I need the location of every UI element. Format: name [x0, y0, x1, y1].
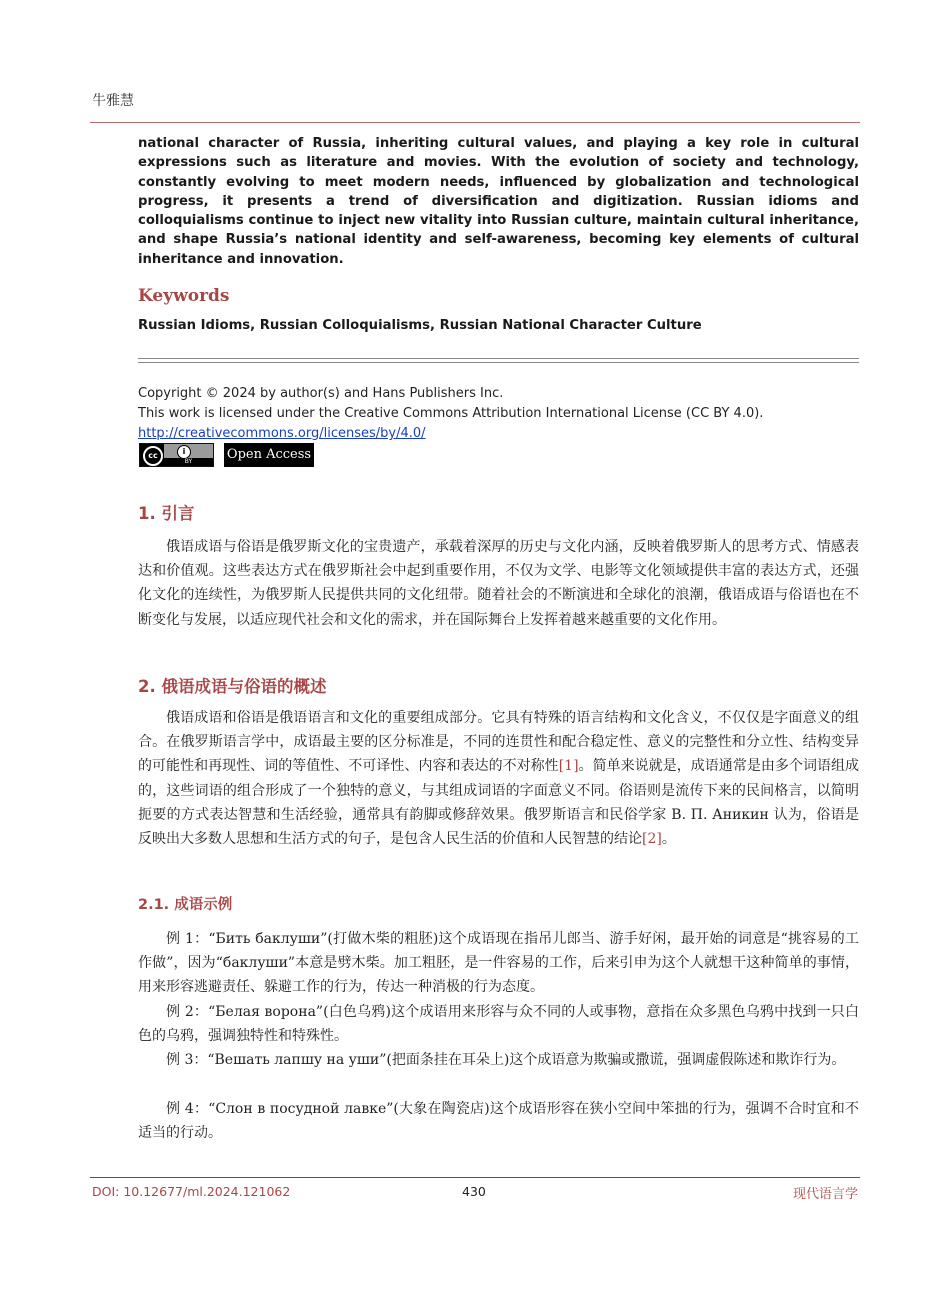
- by-label: BY: [164, 458, 213, 466]
- s2-text-b: 。简单来说就是，成语通常是由多个词语组成的，这些词语的组合形成了一个独特的意义，与其组成词语的字面意义不同。俗语则是流传下来的民间格言，以简明扼要的方式表达智慧和生活经验，通常具有韵脚或修辞效果。俄罗斯语言和民俗学家 В. П. Аникин 认为，俗语是反映出大多数人思想和生活方式的句子，是包含人民生活的价值和人民智慧的结论: [138, 758, 860, 848]
- s2-text-a: 俄语成语和俗语是俄语语言和文化的重要组成部分。它具有特殊的语言结构和文化含义，不仅仅是字面意义的组合。在俄罗斯语言学中，成语最主要的区分标准是，不同的连贯性和配合稳定性、意义的完整性和分立性、结构变异的可能性和再现性、词的等值性、不可译性、内容和表达的不对称性: [138, 710, 859, 775]
- running-header-author: 牛雅慧: [92, 93, 134, 109]
- cc-logo-icon: cc: [143, 446, 163, 466]
- footer-rule: [90, 1177, 860, 1178]
- citation-2-link[interactable]: [2]: [642, 831, 662, 848]
- copyright-line: Copyright © 2024 by author(s) and Hans Publishers Inc.: [138, 386, 504, 401]
- license-statement: This work is licensed under the Creative Commons Attribution International License (CC BY 4.0).: [138, 406, 764, 421]
- open-access-badge[interactable]: Open Access: [224, 443, 314, 467]
- section-1-title: 1. 引言: [138, 504, 195, 523]
- s2-text-c: 。: [661, 831, 676, 848]
- example-3: 例 3：“Вешать лапшу на уши”(把面条挂在耳朵上)这个成语意为欺骗或撒谎，强调虚假陈述和欺诈行为。: [166, 1052, 846, 1068]
- keywords-heading: Keywords: [138, 286, 230, 306]
- section-2-1-title: 2.1. 成语示例: [138, 897, 233, 913]
- header-rule: [90, 122, 860, 123]
- page-number: 430: [462, 1184, 486, 1199]
- citation-1-link[interactable]: [1]: [558, 758, 579, 775]
- footer-doi[interactable]: DOI: 10.12677/ml.2024.121062: [92, 1184, 291, 1199]
- example-4: 例 4：“Слон в посудной лавке”(大象在陶瓷店)这个成语形容在狭小空间中笨拙的行为，强调不合时宜和不适当的行动。: [138, 1101, 859, 1142]
- section-divider: [138, 358, 859, 363]
- section-2-title: 2. 俄语成语与俗语的概述: [138, 677, 327, 696]
- journal-name: 现代语言学: [792, 1187, 858, 1202]
- keywords-text: Russian Idioms, Russian Colloquialisms, Russian National Character Culture: [138, 318, 702, 333]
- license-link[interactable]: http://creativecommons.org/licenses/by/4.0/: [138, 426, 426, 441]
- license-block: [138, 384, 859, 444]
- abstract-continuation: national character of Russia, inheriting cultural values, and playing a key role in cultural expressions such as literature and movies. With the evolution of society and technology, constantly evolving to meet modern needs, influenced by globalization and technological progress, it presents a trend of diversification and digitization. Russian idioms and colloquialisms continue to inject new vitality into Russian culture, maintain cultural inheritance, and shape Russia’s national identity and self-awareness, becoming key elements of cultural inheritance and innovation.: [138, 136, 859, 267]
- section-1-paragraph: 俄语成语与俗语是俄罗斯文化的宝贵遗产，承载着深厚的历史与文化内涵，反映着俄罗斯人的思考方式、情感表达和价值观。这些表达方式在俄罗斯社会中起到重要作用，不仅为文学、电影等文化领域提供丰富的表达方式，还强化文化的连续性，为俄罗斯人民提供共同的文化纽带。随着社会的不断演进和全球化的浪潮，俄语成语与俗语也在不断变化与发展，以适应现代社会和文化的需求，并在国际舞台上发挥着越来越重要的文化作用。: [138, 539, 859, 628]
- cc-by-badge[interactable]: [139, 443, 214, 467]
- example-1: 例 1：“Бить баклуши”(打做木柴的粗胚)这个成语现在指吊儿郎当、游手好闲，最开始的词意是“挑容易的工作做”，因为“баклуши”本意是劈木柴。加工粗胚，是一件容易的工作，后来引申为这个人就想干这种简单的事情，用来形容逃避责任、躲避工作的行为，传达一种消极的行为态度。: [138, 931, 859, 996]
- section-2-paragraph: [138, 706, 859, 851]
- example-2: 例 2：“Белая ворона”(白色乌鸦)这个成语用来形容与众不同的人或事物，意指在众多黑色乌鸦中找到一只白色的乌鸦，强调独特性和特殊性。: [138, 1004, 859, 1045]
- attribution-person-icon: i: [177, 445, 191, 459]
- cc-logo-bg: [140, 444, 164, 466]
